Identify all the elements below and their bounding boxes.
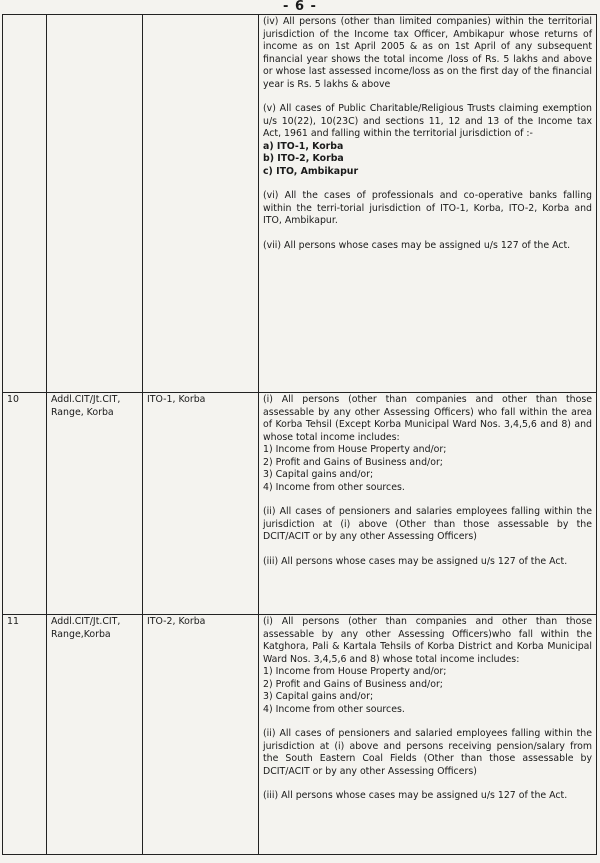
list-item: 3) Capital gains and/or; bbox=[263, 691, 374, 702]
list-item: 1) Income from House Property and/or; bbox=[263, 666, 447, 677]
paragraph-ii: (ii) All cases of pensioners and salaries employees falling within the jurisdiction at (i) above (Other than those assessable by the DCIT/ACIT or by any other Assessing Officers) bbox=[263, 506, 592, 542]
list-item: c) ITO, Ambikapur bbox=[263, 165, 359, 177]
authority-cell bbox=[47, 15, 143, 393]
paragraph-iii: (iii) All persons whose cases may be assigned u/s 127 of the Act. bbox=[263, 790, 568, 801]
cases-cell bbox=[259, 615, 597, 855]
paragraph-vii: (vii) All persons whose cases may be assigned u/s 127 of the Act. bbox=[263, 239, 571, 251]
list-item: 4) Income from other sources. bbox=[263, 481, 405, 493]
table-row bbox=[3, 15, 597, 393]
paragraph-i: (i) All persons (other than companies and other than those assessable by any other Assessing Officers)who fall within the Katghora, Pali & Kartala Tehsils of Korba District and Korba Municipal Ward Nos. 3,4,5,6 and 8) whose total income includes: bbox=[263, 616, 592, 665]
list-item: 2) Profit and Gains of Business and/or; bbox=[263, 678, 443, 690]
jurisdiction-cell bbox=[143, 15, 259, 393]
list-item: 4) Income from other sources. bbox=[263, 703, 405, 715]
jurisdiction-table bbox=[2, 14, 597, 855]
table-row bbox=[3, 615, 597, 855]
paragraph-iv: (iv) All persons (other than limited companies) within the territorial jurisdiction of the Income tax Officer, Ambikapur whose returns of income as on 1st April 2005 & as on 1st April of any subsequent financial year shows the total income /loss of Rs. 5 lakhs and above or whose last assessed income/loss as on the first day of the financial year is Rs. 5 lakhs & above bbox=[263, 16, 592, 90]
list-item: b) ITO-2, Korba bbox=[263, 153, 344, 164]
paragraph-i: (i) All persons (other than companies and other than those assessable by any other Assessing Officers) who fall within the area of Korba Tehsil (Except Korba Municipal Ward Nos. 3,4,5,6 and 8) and whose total income includes: bbox=[263, 394, 592, 443]
list-item: 2) Profit and Gains of Business and/or; bbox=[263, 456, 443, 468]
list-item: a) ITO-1, Korba bbox=[263, 140, 344, 152]
list-item: 1) Income from House Property and/or; bbox=[263, 444, 447, 455]
serial-cell: 10 bbox=[3, 393, 47, 615]
list-item: 3) Capital gains and/or; bbox=[263, 469, 374, 480]
page-number: - 6 - bbox=[283, 0, 317, 14]
paragraph-v: (v) All cases of Public Charitable/Religious Trusts claiming exemption u/s 10(22), 10(23C) and sections 11, 12 and 13 of the Income tax Act, 1961 and falling within the territorial jurisdiction of :- bbox=[263, 103, 592, 139]
paragraph-vi: (vi) All the cases of professionals and co-operative banks falling within the terri-torial jurisdiction of ITO-1, Korba, ITO-2, Korba and ITO, Ambikapur. bbox=[263, 190, 592, 226]
cases-cell bbox=[259, 393, 597, 615]
authority-cell: Addl.CIT/Jt.CIT, Range, Korba bbox=[47, 393, 143, 615]
authority-cell: Addl.CIT/Jt.CIT, Range,Korba bbox=[47, 615, 143, 855]
jurisdiction-cell: ITO-1, Korba bbox=[143, 393, 259, 615]
paragraph-iii: (iii) All persons whose cases may be assigned u/s 127 of the Act. bbox=[263, 555, 568, 567]
table-row bbox=[3, 393, 597, 615]
cases-cell bbox=[259, 15, 597, 393]
serial-cell bbox=[3, 15, 47, 393]
jurisdiction-cell: ITO-2, Korba bbox=[143, 615, 259, 855]
serial-cell: 11 bbox=[3, 615, 47, 855]
paragraph-ii: (ii) All cases of pensioners and salaried employees falling within the jurisdiction at (i) above and persons receiving pension/salary from the South Eastern Coal Fields (Other than those assessable by DCIT/ACIT or by any other Assessing Officers) bbox=[263, 728, 592, 777]
